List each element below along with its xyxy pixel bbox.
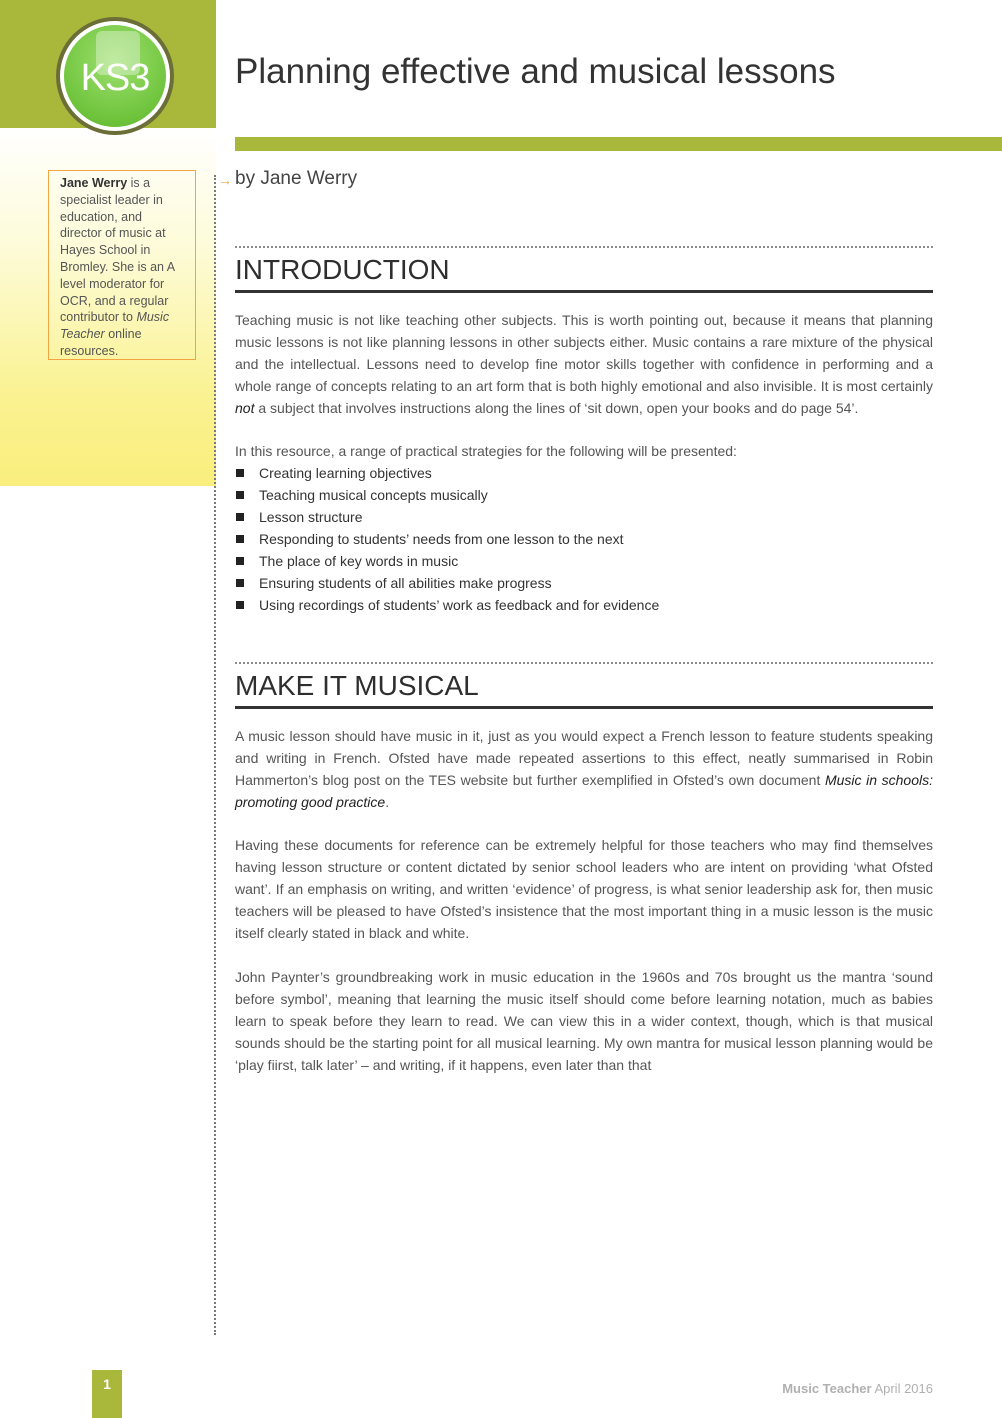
bullet-square-icon <box>236 601 244 609</box>
bullet-square-icon <box>236 491 244 499</box>
list-item: Teaching musical concepts musically <box>235 484 933 506</box>
author-bio-text-end: online resources. <box>60 327 142 358</box>
page-number: 1 <box>92 1370 122 1418</box>
list-item: Responding to students’ needs from one lesson to the next <box>235 528 933 550</box>
author-bio-box <box>48 170 196 360</box>
section-divider <box>235 246 933 248</box>
bullet-square-icon <box>236 469 244 477</box>
list-item: The place of key words in music <box>235 550 933 572</box>
musical-paragraph-3: John Paynter’s groundbreaking work in music education in the 1960s and 70s brought us the mantra ‘sound before symbol’, meaning that learning the music itself should come before learning notation, much as babies learn to speak before they learn to read. We can view this in a wider context, though, which is that musical sounds should be the starting point for all musical learning. My own mantra for musical lesson planning would be ‘play fiirst, talk later’ – and writing, if it happens, even later than that <box>235 969 933 1073</box>
byline: by Jane Werry <box>235 168 358 189</box>
key-stage-label: KS3 <box>80 57 150 99</box>
author-bio-text: is a specialist leader in education, and director of music at Hayes School in Bromley. She is an A level moderator for OCR, and a regular contributor to <box>60 176 175 325</box>
bullet-square-icon <box>236 513 244 521</box>
section-heading-introduction: INTRODUCTION <box>235 254 450 285</box>
vertical-dotted-divider <box>214 175 216 1335</box>
list-item: Ensuring students of all abilities make progress <box>235 572 933 594</box>
title-underline-bar <box>235 137 1002 151</box>
key-stage-badge <box>56 17 174 135</box>
intro-paragraph: Teaching music is not like teaching other subjects. This is worth pointing out, because it means that planning music lessons is not like planning lessons in other subjects either. Music contains a rare mixture of the physical and the intellectual. Lessons need to develop fine motor skills together with confidence in performing and a whole range of concepts relating to an art form that is both highly emotional and also invisible. It is most certainly not a subject that involves instructions along the lines of ‘sit down, open your books and do page 54’. <box>235 312 933 416</box>
list-item: Using recordings of students’ work as feedback and for evidence <box>235 594 933 616</box>
author-name: Jane Werry <box>60 176 128 190</box>
list-item: Lesson structure <box>235 506 933 528</box>
bullet-square-icon <box>236 535 244 543</box>
section-rule <box>235 706 933 709</box>
arrow-right-icon: → <box>218 172 232 188</box>
list-item: Creating learning objectives <box>235 462 933 484</box>
strategy-list <box>235 462 933 616</box>
bullet-square-icon <box>236 557 244 565</box>
musical-paragraph-2: Having these documents for reference can be extremely helpful for those teachers who may find themselves having lesson structure or content dictated by senior school leaders who are intent on providing ‘what Ofsted want’. If an emphasis on writing, and written ‘evidence’ of progress, is what senior leadership ask for, then music teachers will be pleased to have Ofsted’s insistence that the most important thing in a music lesson is the music itself clearly stated in black and white. <box>235 837 933 941</box>
section-rule <box>235 290 933 293</box>
section-heading-make-it-musical: MAKE IT MUSICAL <box>235 670 479 701</box>
footer-publication: Music Teacher April 2016 <box>782 1381 933 1396</box>
section-divider <box>235 662 933 664</box>
intro-list-lead: In this resource, a range of practical strategies for the following will be presented: <box>235 443 737 459</box>
page-title: Planning effective and musical lessons <box>235 52 836 91</box>
bullet-square-icon <box>236 579 244 587</box>
author-bio-publication: Music Teacher <box>60 310 170 342</box>
musical-paragraph-1: A music lesson should have music in it, just as you would expect a French lesson to feature students speaking and writing in French. Ofsted have made repeated assertions to this effect, neatly summarised in Robin Hammerton’s blog post on the TES website but further exemplified in Ofsted’s own document Music in schools: promoting good practice. <box>235 728 934 810</box>
